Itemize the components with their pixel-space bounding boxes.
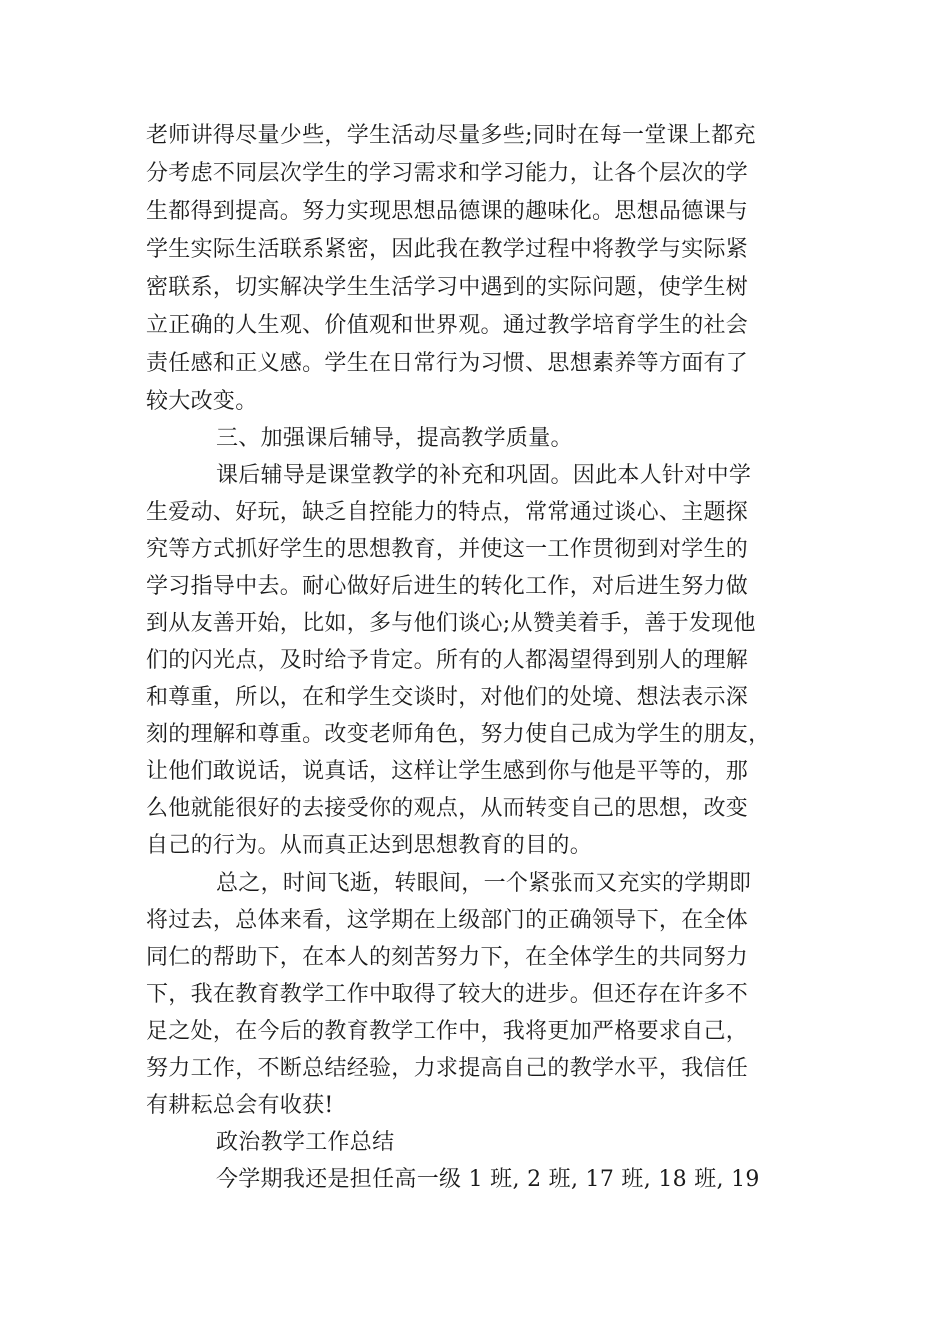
text-line: 将过去，总体来看，这学期在上级部门的正确领导下，在全体 bbox=[146, 908, 749, 933]
text-line: 们的闪光点，及时给予肯定。所有的人都渴望得到别人的理解 bbox=[146, 648, 749, 673]
text-line: 么他就能很好的去接受你的观点，从而转变自己的思想，改变 bbox=[146, 796, 749, 821]
text-line: 努力工作，不断总结经验，力求提高自己的教学水平，我信任 bbox=[146, 1056, 749, 1081]
text-line: 总之，时间飞逝，转眼间，一个紧张而又充实的学期即 bbox=[216, 871, 752, 896]
text-line: 分考虑不同层次学生的学习需求和学习能力，让各个层次的学 bbox=[146, 161, 749, 186]
text-line: 密联系，切实解决学生生活学习中遇到的实际问题，使学生树 bbox=[146, 275, 749, 300]
text-line: 责任感和正义感。学生在日常行为习惯、思想素养等方面有了 bbox=[146, 351, 749, 376]
text-line: 学习指导中去。耐心做好后进生的转化工作，对后进生努力做 bbox=[146, 574, 749, 599]
text-line: 究等方式抓好学生的思想教育，并使这一工作贯彻到对学生的 bbox=[146, 537, 749, 562]
text-line: 老师讲得尽量少些，学生活动尽量多些;同时在每一堂课上都充 bbox=[146, 123, 756, 148]
text-line: 学生实际生活联系紧密，因此我在教学过程中将教学与实际紧 bbox=[146, 237, 749, 262]
text-line: 较大改变。 bbox=[146, 389, 258, 414]
text-line: 自己的行为。从而真正达到思想教育的目的。 bbox=[146, 833, 593, 858]
text-line: 生爱动、好玩，缺乏自控能力的特点，常常通过谈心、主题探 bbox=[146, 500, 749, 525]
text-line: 让他们敢说话，说真话，这样让学生感到你与他是平等的，那 bbox=[146, 759, 749, 784]
text-line: 立正确的人生观、价值观和世界观。通过教学培育学生的社会 bbox=[146, 313, 749, 338]
text-line: 到从友善开始，比如，多与他们谈心;从赞美着手，善于发现他 bbox=[146, 611, 756, 636]
text-line: 和尊重，所以，在和学生交谈时，对他们的处境、想法表示深 bbox=[146, 685, 749, 710]
text-line: 刻的理解和尊重。改变老师角色，努力使自己成为学生的朋友， bbox=[146, 722, 771, 747]
section-heading: 三、加强课后辅导，提高教学质量。 bbox=[216, 426, 573, 451]
text-line: 课后辅导是课堂教学的补充和巩固。因此本人针对中学 bbox=[216, 463, 752, 488]
text-line: 生都得到提高。努力实现思想品德课的趣味化。思想品德课与 bbox=[146, 199, 749, 224]
text-line: 下，我在教育教学工作中取得了较大的进步。但还存在许多不 bbox=[146, 982, 749, 1007]
text-line: 今学期我还是担任高一级 1 班, 2 班, 17 班, 18 班, 19 bbox=[216, 1167, 760, 1192]
section-title: 政治教学工作总结 bbox=[216, 1130, 395, 1155]
text-line: 足之处，在今后的教育教学工作中，我将更加严格要求自己， bbox=[146, 1019, 749, 1044]
text-line: 有耕耘总会有收获! bbox=[146, 1093, 334, 1118]
text-line: 同仁的帮助下，在本人的刻苦努力下，在全体学生的共同努力 bbox=[146, 945, 749, 970]
